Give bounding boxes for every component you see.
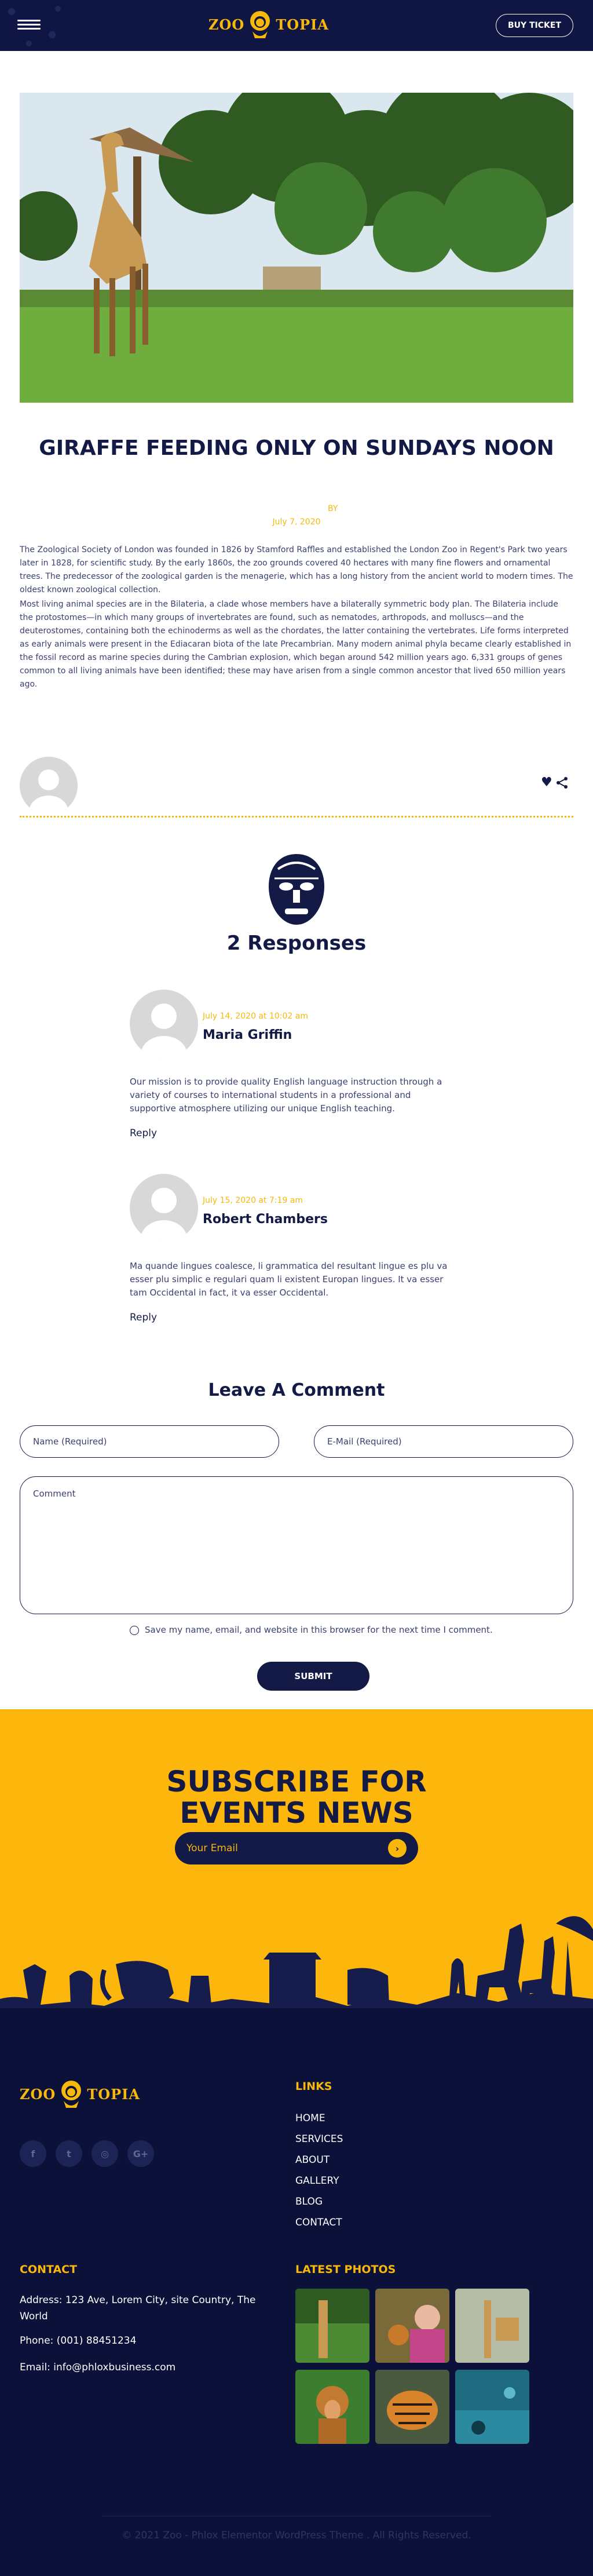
arrow-right-icon[interactable]: › <box>388 1839 407 1858</box>
reply-link[interactable]: Reply <box>130 1312 158 1323</box>
tribal-mask-icon <box>261 852 332 927</box>
post-paragraph: The Zoological Society of London was founded in 1826 by Stamford Raffles and established the London Zoo in Regent's Park two years later in 1828, for scientific study. By the early 1860s, the zoo grounds covered 40 hectares with many fine flowers and ornamental trees. The predecessor of the zoological garden is the menagerie, which has a long history from the ancient world to modern times. The oldest known zoological collection. <box>20 545 573 594</box>
subscribe-title-line: SUBSCRIBE FOR <box>166 1765 427 1798</box>
gallery-photo[interactable] <box>455 2370 529 2444</box>
post-author-by: BY <box>328 504 338 513</box>
twitter-icon[interactable]: t <box>56 2140 82 2167</box>
latest-photos-heading: LATEST PHOTOS <box>295 2263 396 2276</box>
subscribe-email-placeholder: Your Email <box>186 1842 238 1854</box>
contact-heading: CONTACT <box>20 2263 78 2276</box>
commenter-avatar <box>130 990 198 1058</box>
email-field[interactable]: E-Mail (Required) <box>314 1425 573 1458</box>
logo-text-left: ZOO <box>208 16 245 33</box>
google-plus-icon[interactable]: G+ <box>127 2140 154 2167</box>
footer-link-blog[interactable]: BLOG <box>295 2196 323 2208</box>
links-heading: LINKS <box>295 2080 332 2093</box>
buy-ticket-button[interactable]: BUY TICKET <box>496 14 573 37</box>
gallery-photo[interactable] <box>375 2289 449 2363</box>
leave-comment-heading: Leave A Comment <box>208 1380 385 1400</box>
comment-date[interactable]: July 15, 2020 at 7:19 am <box>203 1196 303 1205</box>
contact-address: Address: 123 Ave, Lorem City, site Country, The World <box>20 2294 256 2322</box>
footer-link-about[interactable]: ABOUT <box>295 2154 330 2166</box>
comment-author: Maria Griffin <box>203 1028 292 1042</box>
site-header <box>0 0 593 51</box>
comment-author: Robert Chambers <box>203 1212 328 1227</box>
comment-text: Ma quande lingues coalesce, li grammatica del resultant lingue es plu va esser plu simplic e regulari quam li existent Europan lingues. It va esser tam Occidental in fact, it va esser Occidental. <box>130 1261 448 1298</box>
gallery-photo[interactable] <box>455 2289 529 2363</box>
logo-text-left: ZOO <box>20 2085 56 2103</box>
footer-link-home[interactable]: HOME <box>295 2112 325 2124</box>
subscribe-title <box>0 1766 593 1829</box>
heart-icon[interactable]: ♥ <box>541 775 552 790</box>
giraffe-photo <box>20 93 573 403</box>
submit-button[interactable]: SUBMIT <box>257 1662 369 1691</box>
instagram-icon[interactable]: ◎ <box>91 2140 118 2167</box>
copyright: © 2021 Zoo - Phlox Elementor WordPress Theme . All Rights Reserved. <box>122 2530 471 2541</box>
gallery-photo[interactable] <box>295 2370 369 2444</box>
comment-text: Our mission is to provide quality English language instruction through a variety of courses to international students in a professional and supportive atmosphere utilizing our unique English teaching. <box>130 1077 442 1114</box>
post-title: GIRAFFE FEEDING ONLY ON SUNDAYS NOON <box>39 436 554 460</box>
contact-phone: Phone: (001) 88451234 <box>20 2335 137 2347</box>
footer-logo[interactable] <box>20 2079 140 2109</box>
post-paragraph: Most living animal species are in the Bilateria, a clade whose members have a bilaterally symmetric body plan. The Bilateria include the protostomes—in which many groups of invertebrates are found, such as nematodes, arthropods, and molluscs—and the deuterostomes, containing both the echinoderms as well as the chordates, the latter containing the vertebrates. Life forms interpreted as early animals were present in the Ediacaran biota of the late Precambrian. Many modern animal phyla became clearly established in the fossil record as marine species during the Cambrian explosion, which began around 542 million years ago. 6,331 groups of genes common to all living animals have been identified; these may have arisen from a single common ancestor that lived 650 million years ago. <box>20 600 572 689</box>
name-field[interactable]: Name (Required) <box>20 1425 279 1458</box>
lion-logo-icon <box>247 9 273 39</box>
lion-logo-icon <box>58 2079 85 2109</box>
site-logo[interactable] <box>208 9 329 39</box>
animal-silhouette-decoration <box>0 1906 593 2011</box>
footer-link-gallery[interactable]: GALLERY <box>295 2175 339 2187</box>
post-date[interactable]: July 7, 2020 <box>272 517 321 527</box>
facebook-icon[interactable]: f <box>20 2140 46 2167</box>
responses-heading: 2 Responses <box>226 932 367 955</box>
gallery-photo[interactable] <box>375 2370 449 2444</box>
author-avatar <box>20 757 78 815</box>
menu-icon[interactable] <box>17 17 41 34</box>
commenter-avatar <box>130 1174 198 1242</box>
subscribe-title-line: EVENTS NEWS <box>180 1796 413 1830</box>
comment-textarea[interactable]: Comment <box>20 1476 573 1614</box>
share-icon[interactable] <box>556 776 569 789</box>
comment-date[interactable]: July 14, 2020 at 10:02 am <box>203 1012 308 1021</box>
logo-text-right: TOPIA <box>276 16 330 33</box>
gallery-photo[interactable] <box>295 2289 369 2363</box>
logo-text-right: TOPIA <box>87 2085 141 2103</box>
consent-label: Save my name, email, and website in this browser for the next time I comment. <box>145 1625 493 1635</box>
divider <box>20 816 573 818</box>
consent-checkbox[interactable] <box>130 1626 139 1635</box>
footer-link-services[interactable]: SERVICES <box>295 2133 343 2145</box>
footer-link-contact[interactable]: CONTACT <box>295 2217 342 2228</box>
contact-email[interactable]: Email: info@phloxbusiness.com <box>20 2362 176 2373</box>
reply-link[interactable]: Reply <box>130 1128 158 1139</box>
